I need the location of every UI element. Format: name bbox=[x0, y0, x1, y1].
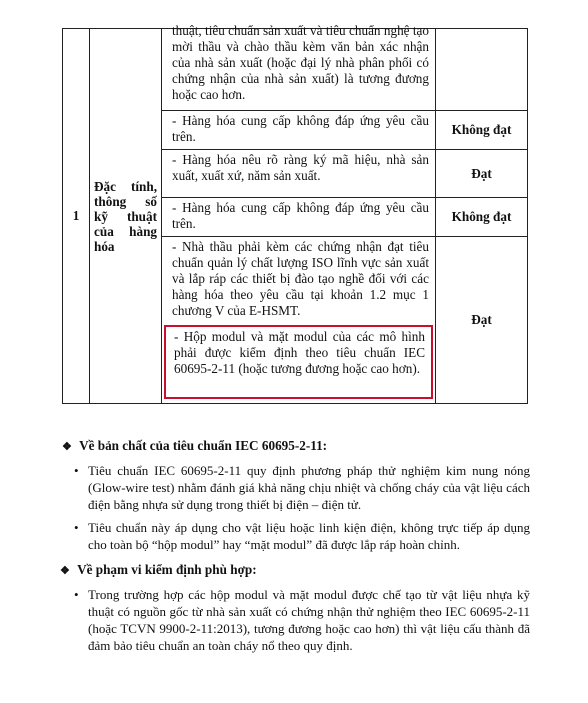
requirement-cell bbox=[162, 111, 436, 150]
criteria-table bbox=[62, 23, 528, 404]
result-cell: Không đạt bbox=[436, 111, 528, 150]
requirement-text: - Hàng hóa nêu rõ ràng ký mã hiệu, nhà sản xuất, xuất xứ, năm sản xuất. bbox=[172, 152, 429, 183]
result-cell: Đạt bbox=[436, 237, 528, 404]
requirement-cell bbox=[162, 150, 436, 198]
section-heading bbox=[62, 438, 327, 454]
section-list bbox=[60, 462, 530, 559]
list-item-text: Trong trường hợp các hộp modul và mặt modul được chế tạo từ vật liệu nhựa kỹ thuật có nguồn gốc từ nhà sản xuất có chứng nhận thử nghiệm theo IEC 60695-2-11 (hoặc TCVN 9900-2-11:2013), tương đương hoặc cao hơn) thì vật liệu cấu thành đã đảm bảo tiêu chuẩn an toàn cháy nổ theo quy định. bbox=[88, 587, 530, 653]
requirement-text: - Nhà thầu phải kèm các chứng nhận đạt tiêu chuẩn quản lý chất lượng ISO lĩnh vực sản xuất và lắp ráp các thiết bị đào tạo nghề đối với các hàng hóa theo yêu cầu tại khoản 1.2 mục 1 chương V của E-HSMT. bbox=[172, 239, 429, 318]
table-row bbox=[63, 29, 528, 111]
bullet-dot-icon: • bbox=[74, 520, 79, 535]
diamond-bullet-icon: ❖ bbox=[60, 565, 70, 577]
result-cell: Đạt bbox=[436, 150, 528, 198]
requirement-text: thuật, tiêu chuẩn sản xuất và tiêu chuẩn nghệ tạo mời thầu và chào thầu kèm văn bản xác nhận của nhà sản xuất (hoặc đại lý nhà phân phối có chứng nhận của nhà sản xuất) là tương đương hoặc cao hơn. bbox=[172, 23, 429, 102]
section-heading bbox=[60, 562, 257, 578]
list-item-text: Tiêu chuẩn này áp dụng cho vật liệu hoặc linh kiện điện, không trực tiếp áp dụng cho toàn bộ “hộp modul” hay “mặt modul” đã được lắp ráp hoàn chỉnh. bbox=[88, 520, 530, 552]
section-title: Về phạm vi kiểm định phù hợp: bbox=[77, 562, 257, 577]
criterion-cell bbox=[90, 29, 162, 404]
requirement-text: - Hàng hóa cung cấp không đáp ứng yêu cầu trên. bbox=[172, 113, 429, 144]
list-item bbox=[60, 586, 530, 654]
row-number: 1 bbox=[63, 29, 90, 404]
bullet-dot-icon: • bbox=[74, 587, 79, 602]
highlighted-requirement bbox=[164, 325, 433, 399]
requirement-cell bbox=[162, 237, 436, 404]
highlighted-text: - Hộp modul và mặt modul của các mô hình phải được kiểm định theo tiêu chuẩn IEC 60695-2-11 (hoặc tương đương hoặc cao hơn). bbox=[174, 329, 425, 376]
result-cell: Không đạt bbox=[436, 198, 528, 237]
section-title: Về bản chất của tiêu chuẩn IEC 60695-2-11: bbox=[79, 438, 328, 453]
bullet-dot-icon: • bbox=[74, 463, 79, 478]
list-item bbox=[60, 519, 530, 553]
requirement-cell bbox=[162, 23, 436, 111]
requirement-text: - Hàng hóa cung cấp không đáp ứng yêu cầu trên. bbox=[172, 200, 429, 231]
requirement-cell bbox=[162, 198, 436, 237]
list-item-text: Tiêu chuẩn IEC 60695-2-11 quy định phương pháp thử nghiệm kim nung nóng (Glow-wire test) nhằm đánh giá khả năng chịu nhiệt và chống cháy của vật liệu cách điện bằng nhựa sử dụng trong thiết bị điện – điện tử. bbox=[88, 463, 530, 512]
diamond-bullet-icon: ❖ bbox=[62, 441, 72, 453]
result-cell bbox=[436, 29, 528, 111]
list-item bbox=[60, 462, 530, 513]
criterion-label: Đặc tính, thông số kỹ thuật của hàng hóa bbox=[94, 178, 157, 254]
section-list bbox=[60, 586, 530, 660]
